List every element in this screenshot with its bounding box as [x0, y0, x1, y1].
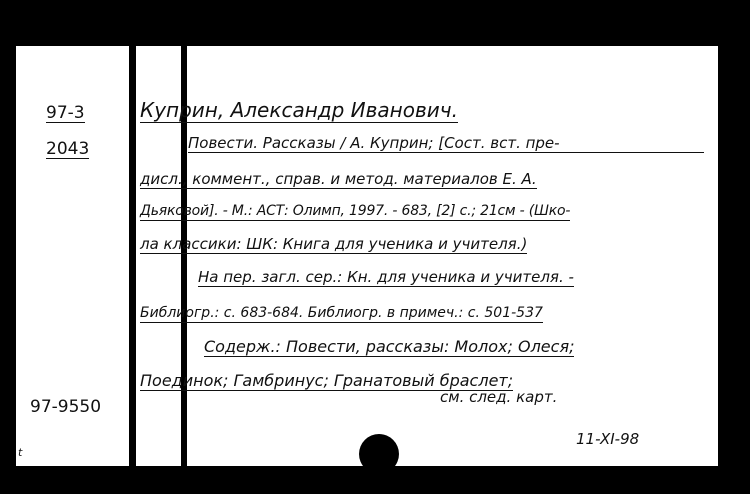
date-mark: 11-XI-98	[576, 430, 640, 448]
call-number-author-mark: 2043	[46, 139, 90, 159]
card-line-8: Поединок; Гамбринус; Гранатовый браслет;	[140, 371, 514, 390]
catalog-card	[16, 46, 718, 466]
card-line-3: Дьяковой]. - М.: АСТ: Олимп, 1997. - 683, [2] с.; 21см - (Шко-	[140, 203, 571, 219]
card-line-5: На пер. загл. сер.: Кн. для ученика и учителя. -	[198, 268, 574, 286]
call-number-shelf: 97-3	[46, 103, 85, 123]
inventory-number: 97-9550	[30, 397, 102, 417]
author-heading: Куприн, Александр Иванович.	[140, 98, 458, 122]
card-margin-line-left	[129, 46, 136, 466]
card-line-4: ла классики: ШК: Книга для ученика и учителя.)	[140, 235, 528, 253]
corner-mark: t	[18, 446, 23, 459]
card-line-1: Повести. Рассказы / А. Куприн; [Сост. вст. пре-	[188, 134, 704, 153]
card-line-7: Содерж.: Повести, рассказы: Молох; Олеся;	[204, 337, 575, 356]
card-line-6: Библиогр.: с. 683-684. Библиогр. в примеч.: с. 501-537	[140, 305, 543, 321]
card-line-2: дисл., коммент., справ. и метод. материалов Е. А.	[140, 170, 537, 188]
card-punch-hole	[359, 434, 399, 466]
card-continuation-note: см. след. карт.	[440, 388, 558, 406]
